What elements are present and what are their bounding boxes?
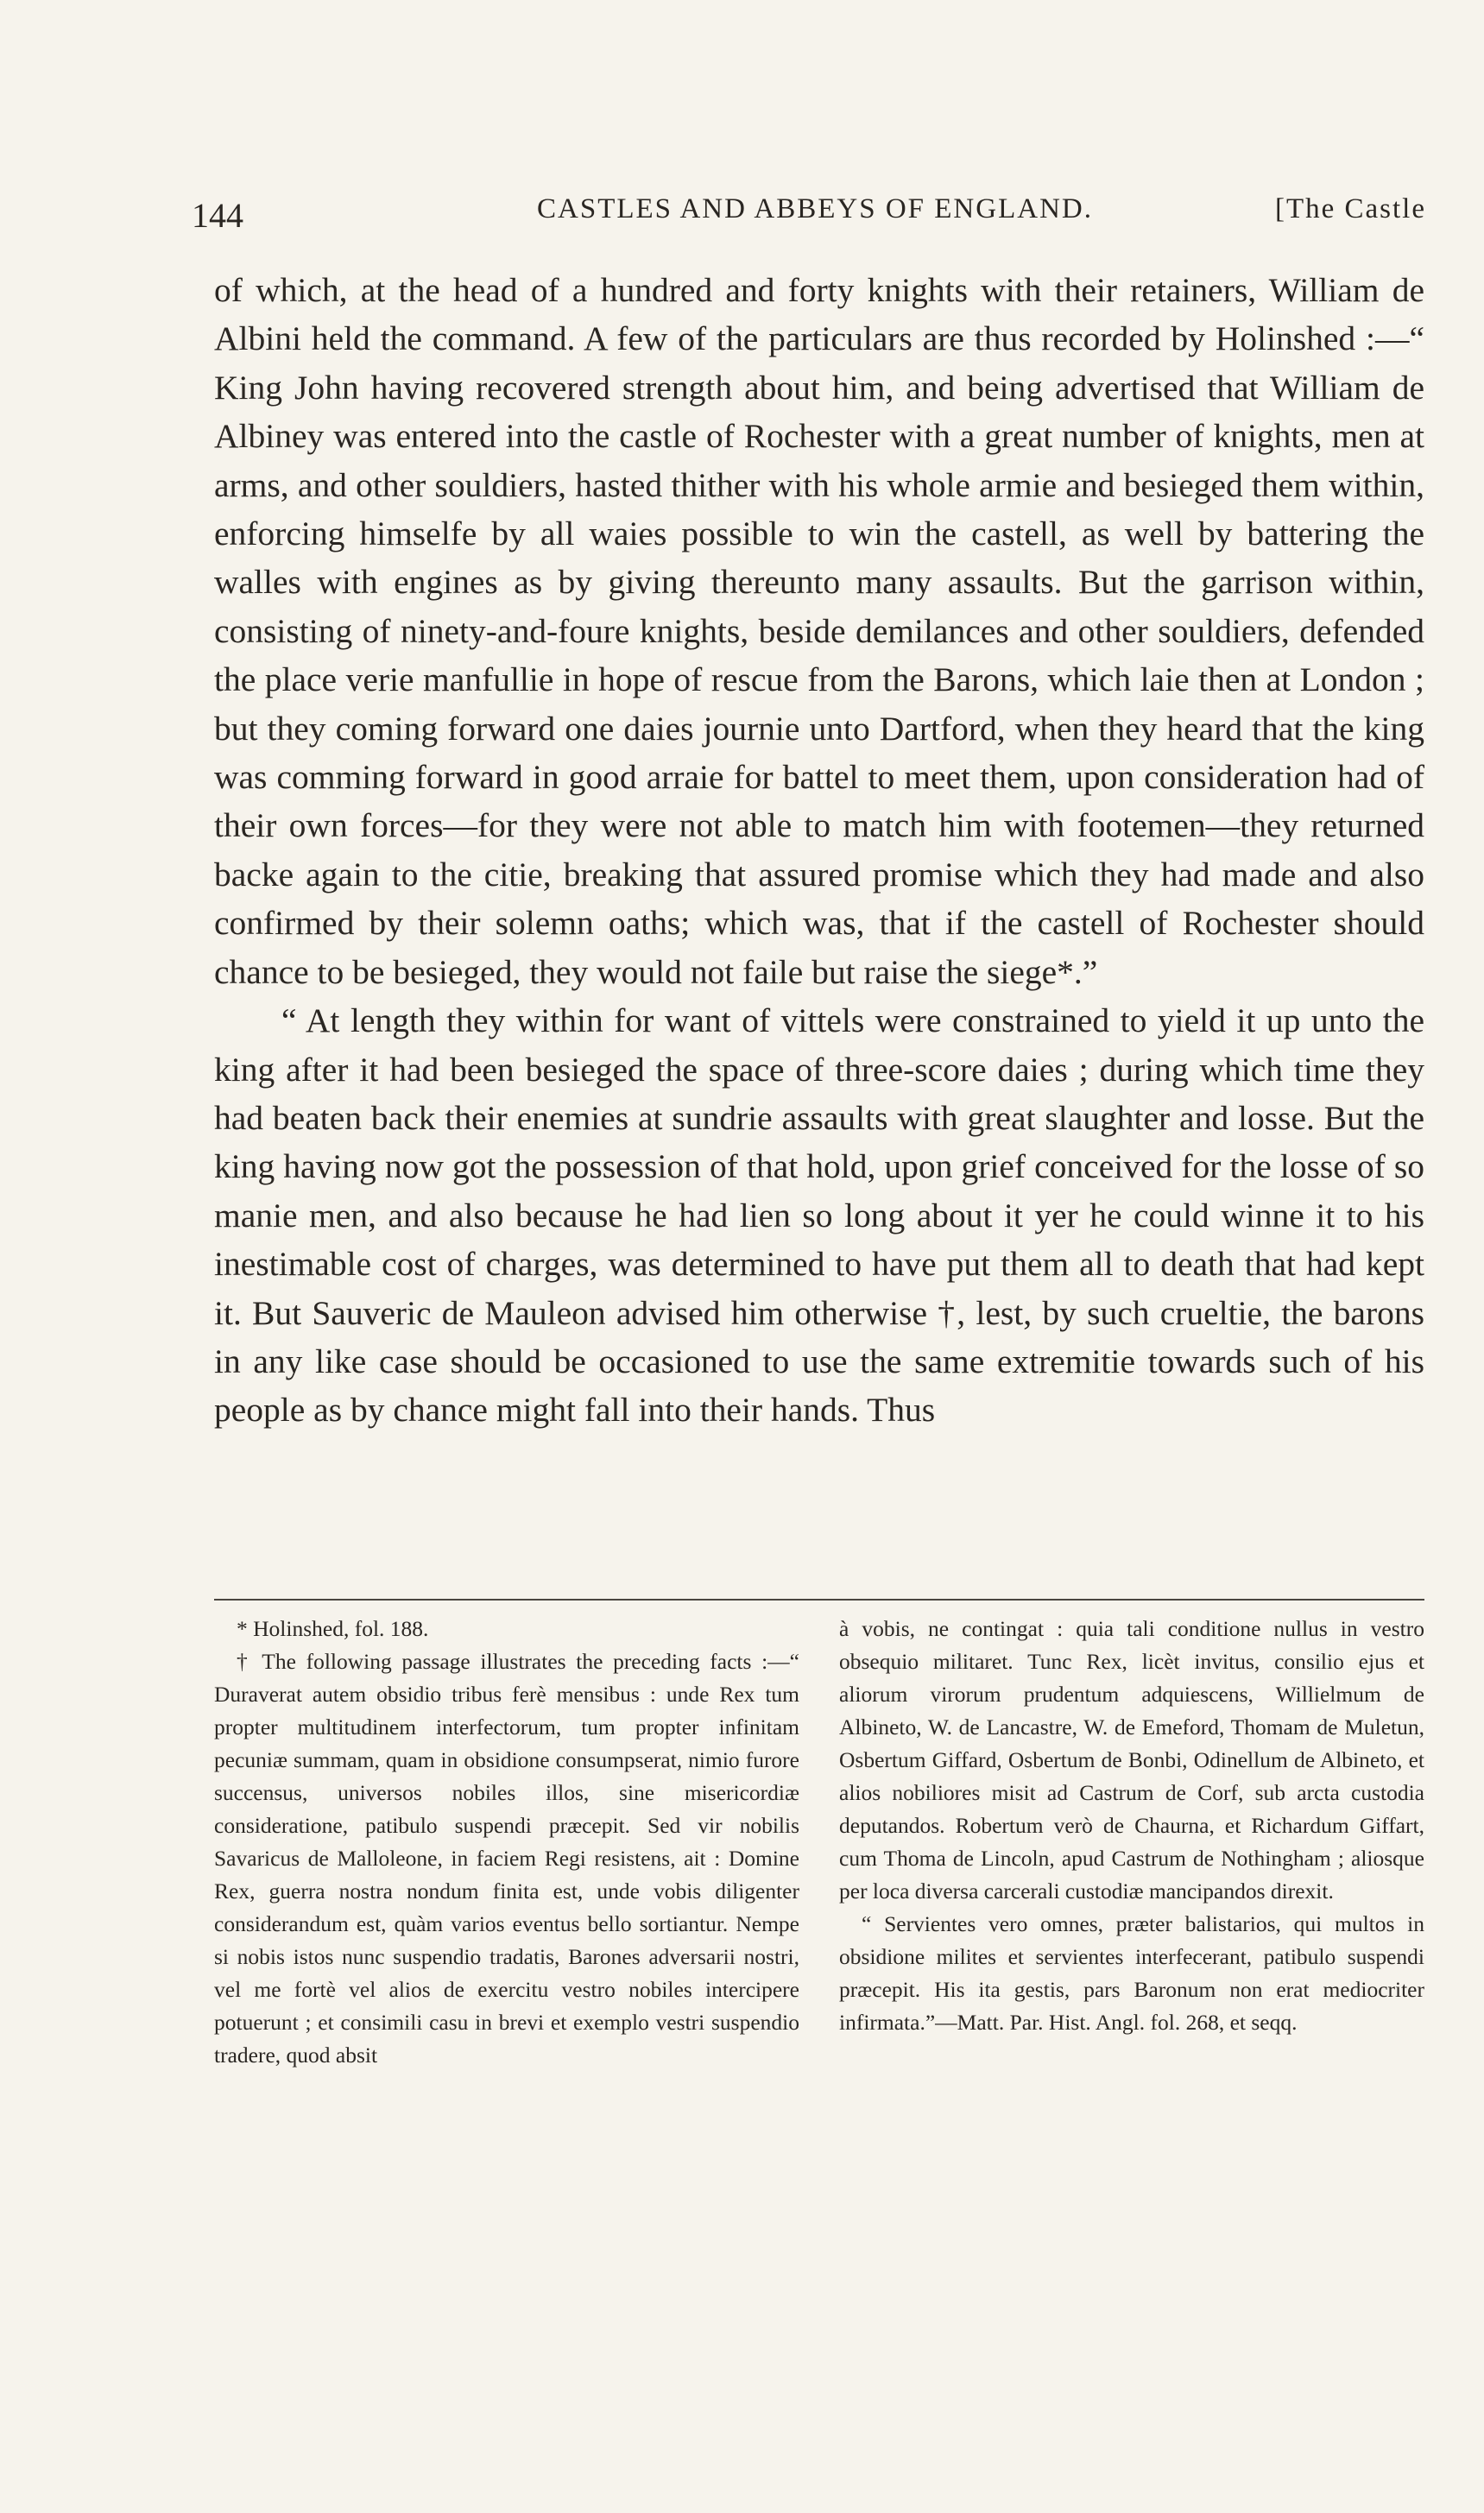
footnote-column-left <box>214 1613 799 2072</box>
body-paragraph-1: of which, at the head of a hundred and forty knights with their retainers, William de Albini held the command. A few of the particulars are thus recorded by Holinshed :—“ King John having recovered strength about him, and being advertised that William de Albiney was entered into the castle of Rochester with a great number of knights, men at arms, and other souldiers, hasted thither with his whole armie and besieged them within, enforcing himselfe by all waies possible to win the castell, as well by battering the walles with engines as by giving thereunto many assaults. But the garrison within, consisting of ninety-and-foure knights, beside demilances and other souldiers, defended the place verie manfullie in hope of rescue from the Barons, which laie then at London ; but they coming forward one daies journie unto Dartford, when they heard that the king was comming forward in good arraie for battel to meet them, upon consideration had of their own forces—for they were not able to match him with footemen—they returned backe again to the citie, breaking that assured promise which they had made and also confirmed by their solemn oaths; which was, that if the castell of Rochester should chance to be besieged, they would not faile but raise the siege*.” <box>214 271 1424 991</box>
footnote-latin-continuation: à vobis, ne contingat : quia tali conditione nullus in vestro obsequio militaret. Tunc Rex, licèt invitus, consilio ejus et aliorum virorum prudentum adquiescens, Willielmum de Albineto, W. de Lancastre, W. de Emeford, Thomam de Muletun, Osbertum Giffard, Osbertum de Bonbi, Odinellum de Albineto, et alios nobiliores misit ad Castrum de Corf, sub arcta custodia deputandos. Robertum verò de Chaurna, et Richardum Giffart, cum Thoma de Lincoln, apud Castrum de Nothingham ; aliosque per loca diversa carcerali custodiæ mancipandos direxit. <box>839 1616 1424 1904</box>
footnote-latin-passage: † The following passage illustrates the preceding facts :—“ Duraverat autem obsidio tribus ferè mensibus : unde Rex tum propter multitudinem interfectorum, tum propter infinitam pecuniæ summam, quam in obsidione consumpserat, nimio furore succensus, universos nobiles illos, sine misericordiæ consideratione, patibulo suspendi præcepit. Sed vir nobilis Savaricus de Malloleone, in faciem Regi resistens, ait : Domine Rex, guerra nostra nondum finita est, unde vobis diligenter considerandum est, quàm varios eventus bello sortiantur. Nempe si nobis istos nunc suspendio tradatis, Barones adversarii nostri, vel me fortè vel alios de exercitu vestro nobiles intercipere potuerunt ; et consimili casu in brevi et exemplo vestri suspendio tradere, quod absit <box>214 1649 799 2068</box>
running-title: CASTLES AND ABBEYS OF ENGLAND. <box>537 193 1093 224</box>
footnote-holinshed: * Holinshed, fol. 188. <box>237 1616 429 1641</box>
footnote-column-right <box>839 1613 1424 2039</box>
running-head-section: [The Castle <box>1274 193 1426 224</box>
main-text <box>214 266 1424 1435</box>
page-number: 144 <box>192 196 243 235</box>
footnotes <box>214 1613 1424 2372</box>
body-paragraph-2: “ At length they within for want of vittels were constrained to yield it up unto the king after it had been besieged the space of three-score daies ; during which time they had beaten back their enemies at sundrie assaults with great slaughter and losse. But the king having now got the possession of that hold, upon grief conceived for the losse of so manie men, and also because he had lien so long about it yer he could winne it to his inestimable cost of charges, was determined to have put them all to death that had kept it. But Sauveric de Mauleon advised him otherwise †, lest, by such crueltie, the barons in any like case should be occasioned to use the same extremitie towards such of his people as by chance might fall into their hands. Thus <box>214 1001 1424 1430</box>
page-header <box>192 183 1435 235</box>
footnote-latin-conclusion: “ Servientes vero omnes, præter balistarios, qui multos in obsidione milites et servientes interfecerant, patibulo suspendi præcepit. His ita gestis, pars Baronum non erat mediocriter infirmata.”—Matt. Par. Hist. Angl. fol. 268, et seqq. <box>839 1911 1424 2035</box>
footnote-divider <box>214 1599 1424 1601</box>
